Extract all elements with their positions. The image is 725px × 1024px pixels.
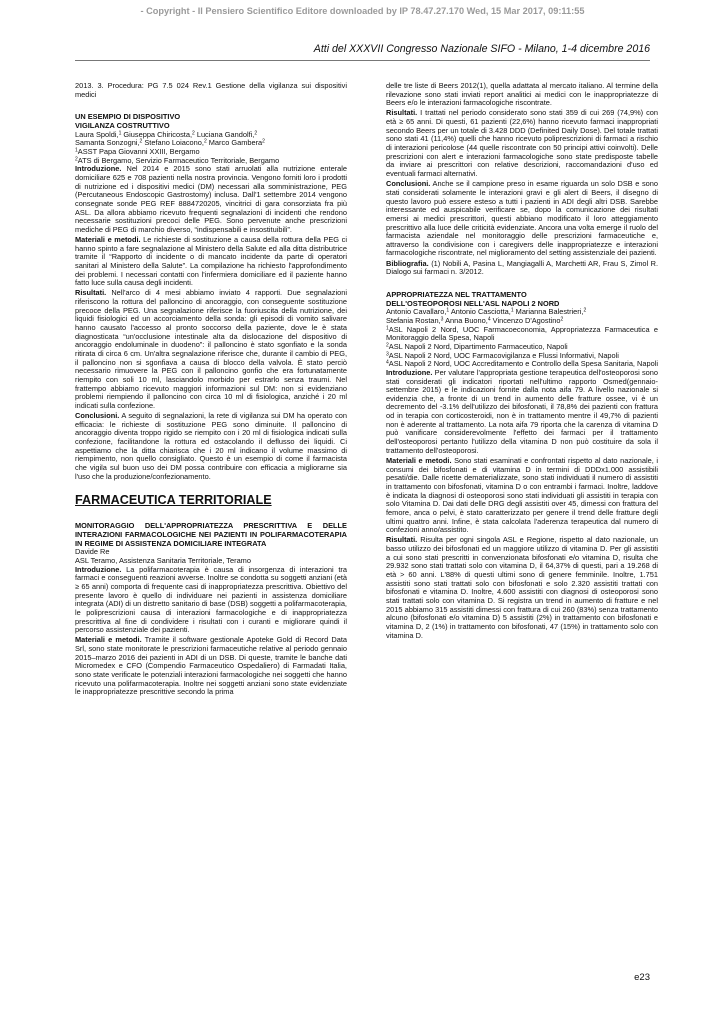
section-text: Anche se il campione preso in esame riguarda un solo DSB e sono stati considerati solamente le interazioni gravi e gli alert di Beers, il disegno di questo lavoro può essere esteso a tutti i pazienti in ADI degli altri DSB. Sarebbe interessante ed auspicabile verificare se, dopo la comunicazione dei risultati emersi ai medici prescrittori, questi abbiano modificato il loro atteggiamento prescrittivo alla luce delle criticità evidenziate. Ancora una volta emerge il ruolo del farmacista aziendale nel monitoraggio delle prescrizioni farmaceutiche e, attraverso la condivisione con i caregivers delle inappropriatezze e interazioni farmacologiche riscontrate, nel miglioramento del setting assistenziale dei pazienti. — [386, 179, 658, 258]
author-sup: 2 — [203, 138, 207, 145]
affiliation: ASL Napoli 2 Nord, Dipartimento Farmaceutico, Napoli — [388, 341, 568, 351]
section-label: Conclusioni. — [386, 179, 431, 189]
abstract-2-methods-continued: delle tre liste di Beers 2012(1), quella adattata al mercato italiano. Al termine della rilevazione sono stati inviati report analitici ai medici con le inappropriatezze di Beers e/o le interazioni farmacologiche riscontrate. — [386, 81, 658, 108]
section-label: Introduzione. — [75, 564, 122, 574]
section-label: Conclusioni. — [75, 411, 120, 421]
author-sup: 1 — [510, 307, 514, 314]
abstract-1-title-line-2: VIGILANZA COSTRUTTIVO — [75, 120, 170, 130]
abstract-2-results — [386, 109, 658, 178]
affiliation: ASL Napoli 2 Nord, UOC Farmacovigilanza e Flussi Informativi, Napoli — [388, 350, 619, 360]
section-text: Le richieste di sostituzione a causa della rottura della PEG ci hanno spinto a fare segnalazione al Ministero della Salute ed alla ditta distributrice tramite il “Rapporto di incidente o di mancato incidente da parte di operatori sanitari al Ministero della Salute”. La compilazione ha richiesto l'approfondimento dei problemi. I necessari contatti con l'infermiera domiciliare ed il paziente hanno fatto luce sulla causa degli incidenti. — [75, 235, 347, 288]
abstract-1-title-line-1: UN ESEMPIO DI DISPOSITIVO — [75, 112, 181, 122]
abstract-3-authors — [386, 308, 658, 369]
abstract-3-title-line-2: DELL'OSTEOPOROSI NELL'ASL NAPOLI 2 NORD — [386, 298, 560, 308]
abstract-1-conclusions — [75, 412, 347, 481]
affiliation-sup: 1 — [386, 325, 389, 332]
author-sup: 2 — [560, 316, 564, 323]
abstract-3-introduction — [386, 369, 658, 456]
author: Giuseppa Chiricosta, — [121, 129, 192, 139]
section-label: Introduzione. — [386, 367, 433, 377]
page-number: e23 — [634, 972, 650, 983]
author-sup: 2 — [254, 130, 258, 137]
section-text: Nell'arco di 4 mesi abbiamo inviato 4 rapporti. Due segnalazioni riferiscono la rottura del palloncino di ancoraggio, con conseguente sostituzione precoce della PEG. Una segnalazione riferisce la fuoriuscita della nutrizione, dei liquidi fisiologici ed un accorciamento della sonda: gli episodi di vomito salivare hanno causato l'accesso al pronto soccorso della paziente, dove le è stata diagnosticata “un'occlusione intestinale alta da dislocazione del dispositivo di ancoraggio endoluminale in duodeno”: il palloncino è stato sgonfiato e la sonda ritirata di circa 6 cm. Un'altra segnalazione riferisce che, durante il cambio di PEG, il palloncino non si sgonfiava a causa di blocco della valvola. È stato perciò necessario rimuovere la PEG con il palloncino gonfio che era fortunatamente riempito con soli 10 ml, lasciandolo morbido per estrarlo senza traumi. Nel frattempo abbiamo ricevuto maggiori informazioni sul DM: non si evidenziano problemi riempiendo il palloncino con circa 10 ml di fisiologica, anziché i 20 ml indicati sulla confezione. — [75, 288, 347, 410]
author-sup: 2 — [262, 138, 265, 145]
journal-header: Atti del XXXVII Congresso Nazionale SIFO - Milano, 1-4 dicembre 2016 — [313, 43, 650, 55]
author: Luciana Gandolfi, — [194, 129, 255, 139]
author: Vincenzo D'Agostino — [490, 315, 561, 325]
abstract-1-results — [75, 289, 347, 410]
author: Anna Buono, — [443, 315, 488, 325]
author: Stefano Loiacono, — [142, 138, 204, 148]
section-text: Nel 2014 e 2015 sono stati arruolati alla nutrizione enterale domiciliare 625 e 708 pazienti nella nostra provincia. Vengono forniti loro i prodotti di nutrizione ed i dispositivi medici (DM) necessari alla somministrazione, PEG (Percutaneous Endoscopic Gastrostomy) inclusa. Dall'1 settembre 2014 vengono consegnate sonde PEG REF 8884720205, vincitrici di gara consorziata fra più ASL. Da allora abbiamo ricevuto frequenti segnalazioni di incidenti che rendono necessarie sostituzioni precoci delle PEG. Sono pervenute anche prescrizioni mediche di PEG di marchio diverso, “indispensabili e insostituibili”. — [75, 164, 347, 234]
abstract-2-affiliation: ASL Teramo, Assistenza Sanitaria Territoriale, Teramo — [75, 556, 251, 565]
author-sup: 4 — [487, 316, 491, 323]
author-sup: 1 — [118, 130, 122, 137]
abstract-2-methods — [75, 636, 347, 697]
author-sup: 3 — [440, 316, 444, 323]
abstract-3-methods — [386, 457, 658, 535]
left-column — [75, 82, 347, 699]
author: Antonio Casciotta, — [449, 307, 511, 317]
section-label: Bibliografia. — [386, 258, 429, 268]
section-label: Risultati. — [386, 108, 418, 118]
section-label: Materiali e metodi. — [386, 455, 452, 465]
author-sup: 2 — [139, 138, 143, 145]
author: Marianna Balestrieri, — [513, 307, 584, 317]
affiliation-sup: 2 — [75, 156, 78, 163]
abstract-2-author: Davide Re — [75, 547, 110, 557]
header-rule — [75, 60, 650, 61]
author-sup: 1 — [446, 307, 450, 314]
affiliation: ASL Napoli 2 Nord, UOC Farmacoeconomia, Appropriatezza Farmaceutica e Monitoraggio della Spesa, Napoli — [386, 324, 658, 343]
section-text: Risulta per ogni singola ASL e Regione, rispetto al dato nazionale, un basso utilizzo dei bifosfonati ed un maggiore utilizzo di vitamina D. Per gli assistiti a cui sono stati prescritti in convenzionata bifosfonati e/o vitamina D, risulta che 29.932 sono stati trattati solo con vitamina D, il 64,37% di questi, pari a 19.268 di età > 60 anni. L'88% di questi ultimi sono di genere femminile. Inoltre, 1.751 assistiti sono stati trattati solo con bifosfonati e solo 2.320 assistiti trattati con bifosfonati e vitamina D. Inoltre, 4.600 assistiti con diagnosi di osteoporosi sono stati trattati solo con vitamina D. Si registra un trend in aumento di fratture e nel 2015 abbiamo 315 assistiti dimessi con frattura di cui 260 (83%) senza trattamento alcuno (bifosfonati e/o vitamina D) 5 assistiti (2%) in trattamento con bifosfonati e vitamina D, 2 (1%) in trattamento con bifosfonati, 47 (15%) in trattamento solo con vitamina D. — [386, 535, 658, 640]
affiliation: ASST Papa Giovanni XXIII, Bergamo — [77, 146, 200, 156]
abstract-1-authors — [75, 131, 347, 166]
author: Laura Spoldi, — [75, 129, 119, 139]
abstract-1-title — [75, 113, 347, 130]
author-sup: 2 — [192, 130, 195, 137]
section-label: Introduzione. — [75, 164, 122, 174]
author: Antonio Cavallaro, — [386, 307, 447, 317]
affiliation-sup: 1 — [75, 147, 78, 154]
author: Samanta Sonzogni, — [75, 138, 140, 148]
abstract-3-results — [386, 536, 658, 640]
abstract-3-title — [386, 291, 658, 308]
affiliation-sup: 4 — [386, 359, 389, 366]
author: Marco Gambera — [206, 138, 263, 148]
abstract-2-conclusions — [386, 180, 658, 258]
section-text: Per valutare l'appropriata gestione terapeutica dell'osteoporosi sono stati considerati gli indicatori riportati nell'ultimo rapporto Osmed(gennaio-settembre 2015) e le indicazioni fornite dalla nota aifa 79. A livello nazionale si evidenzia che, a fronte di un trend in aumento delle fratture ossee, vi è un decremento del -3.1% dell'utilizzo dei bifosfonati, il 78,8% dei pazienti con frattura od in terapia con corticosteroidi, non è in trattamento mentre il 49,7% di pazienti non è aderente al trattamento. La nota aifa 79 riporta che la carenza di vitamina D può vanificare considerevolmente l'effetto dei farmaci per il trattamento dell'osteoporosi pertanto l'utilizzo della vitamina D non può costituire da sola il trattamento dell'osteoporosi. — [386, 367, 658, 455]
section-text: A seguito di segnalazioni, la rete di vigilanza sui DM ha operato con efficacia: le richieste di sostituzione PEG sono diminuite. Il palloncino di ancoraggio diventa troppo rigido se riempito con i 20 ml di fisiologica indicati sulla confezione, facilitandone la rottura ed ostacolando il deflusso dei liquidi. Ci aspettiamo che la ditta chiarisca che i 20 ml indicano il volume massimo di riempimento, non quello consigliato. Questo è un esempio di come il farmacista che vigila sul buon uso dei DM possa contribuire con efficacia a migliorarne sia l'uso che la produzione/confezionamento. — [75, 411, 347, 481]
section-text: Sono stati esaminati e confrontati rispetto al dato nazionale, i consumi dei bifosfonati e di vitamina D in termini di DDDx1.000 assistibili pesati/die. Dalle ricette dematerializzate, sono stati individuati il numero di assistiti in trattamento con bifosfonati, vitamina D o con entrambi i farmaci. Inoltre, laddove è indicata la diagnosi di osteoporosi sono stati individuati gli assistiti in terapia con solo Vitamina D. Dai dati delle DRG degli assistiti over 45, dimessi con frattura del femore, anca o pelvi, è stato caratterizzato per genere il trend delle fratture degli ultimi quattro anni. Infine, è stata calcolata l'aderenza terapeutica dal numero di confezioni anno/assistito. — [386, 455, 658, 535]
section-label: Risultati. — [386, 535, 418, 545]
affiliation-sup: 2 — [386, 342, 389, 349]
intro-reference: 2013. 3. Procedura: PG 7.5 024 Rev.1 Gestione della vigilanza sui dispositivi medici — [75, 81, 347, 99]
affiliation: ATS di Bergamo, Servizio Farmaceutico Territoriale, Bergamo — [77, 155, 280, 165]
right-column — [386, 82, 658, 642]
abstract-2-title: MONITORAGGIO DELL'APPROPRIATEZZA PRESCRITTIVA E DELLE INTERAZIONI FARMACOLOGICHE NEI PAZIENTI IN POLIFARMACOTERAPIA IN REGIME DI ASSISTENZA DOMICILIARE INTEGRATA — [75, 521, 347, 548]
abstract-2-bibliography — [386, 260, 658, 277]
section-text: I trattati nel periodo considerato sono stati 359 di cui 269 (74,9%) con età ≥ 65 anni. Di questi, 61 pazienti (22,6%) hanno ricevuto farmaci inappropriati secondo Beers per un totale di 3.428 DDD (Definited Daily Dose). Del totale trattati sono stati 41 (11,4%) quelli che hanno ricevuto poliprescrizioni di farmaci a rischio di interazioni pericolose (44 quelle riscontrate con 50 principi attivi coinvolti). Delle prescrizioni con alert e interazioni farmacologiche sono state predisposte tabelle da inviare ai prescrittori con relative descrizioni, raccomandazioni d'uso ed eventuali farmaci alternativi. — [386, 108, 658, 179]
author-sup: 2 — [583, 307, 587, 314]
section-text: La polifarmacoterapia è causa di insorgenza di interazioni tra farmaci e conseguenti reazioni avverse. Inoltre se condotta su soggetti anziani (età ≥ 65 anni) comporta di frequente casi di inappropriatezza prescrittiva. Obiettivo del presente lavoro è quello di individuare nei pazienti in assistenza domiciliare integrata (ADI) di un distretto sanitario di base (DSB) soggetti a polifarmacoterapia, le poliprescrizioni causa di interazioni farmacologiche e di inappropriatezza prescrittiva al fine di condividere i risultati con i curanti e migliorare quindi il percorso assistenziale dei pazienti. — [75, 564, 347, 635]
section-label: Materiali e metodi. — [75, 635, 142, 645]
section-heading: FARMACEUTICA TERRITORIALE — [75, 493, 272, 508]
copyright-notice: - Copyright - Il Pensiero Scientifico Editore downloaded by IP 78.47.27.170 Wed, 15 Mar 2017, 09:11:55 — [140, 6, 585, 16]
author: Stefania Rostan, — [386, 315, 441, 325]
abstract-1-methods — [75, 236, 347, 288]
affiliation-sup: 3 — [386, 351, 389, 358]
section-label: Risultati. — [75, 288, 107, 298]
section-label: Materiali e metodi. — [75, 235, 141, 244]
abstract-3-title-line-1: APPROPRIATEZZA NEL TRATTAMENTO — [386, 289, 527, 299]
section-text: (1) Nobili A, Pasina L, Mangiagalli A, Marchetti AR, Frau S, Zimol R. Dialogo sui farmaci n. 3/2012. — [386, 258, 658, 277]
abstract-1-introduction — [75, 165, 347, 234]
abstract-2-introduction — [75, 566, 347, 635]
section-text: Tramite il software gestionale Apoteke Gold di Record Data Srl, sono state monitorate le prescrizioni farmaceutiche relative al periodo gennaio 2015–marzo 2016 dei pazienti in ADI di un DSB. Di queste, tramite le banche dati Micromedex e CFO (Compendio Farmaceutico Ospedaliero) di Farmadati Italia, sono state verificate le potenziali interazioni farmacologiche nei soggetti che hanno ricevuto una polifarmacoterapia. Inoltre nei soggetti anziani sono state evidenziate le inappropriatezze prescrittive secondo la prima — [75, 635, 348, 697]
affiliation: ASL Napoli 2 Nord, UOC Accreditamento e Controllo della Spesa Sanitaria, Napoli — [388, 359, 658, 369]
